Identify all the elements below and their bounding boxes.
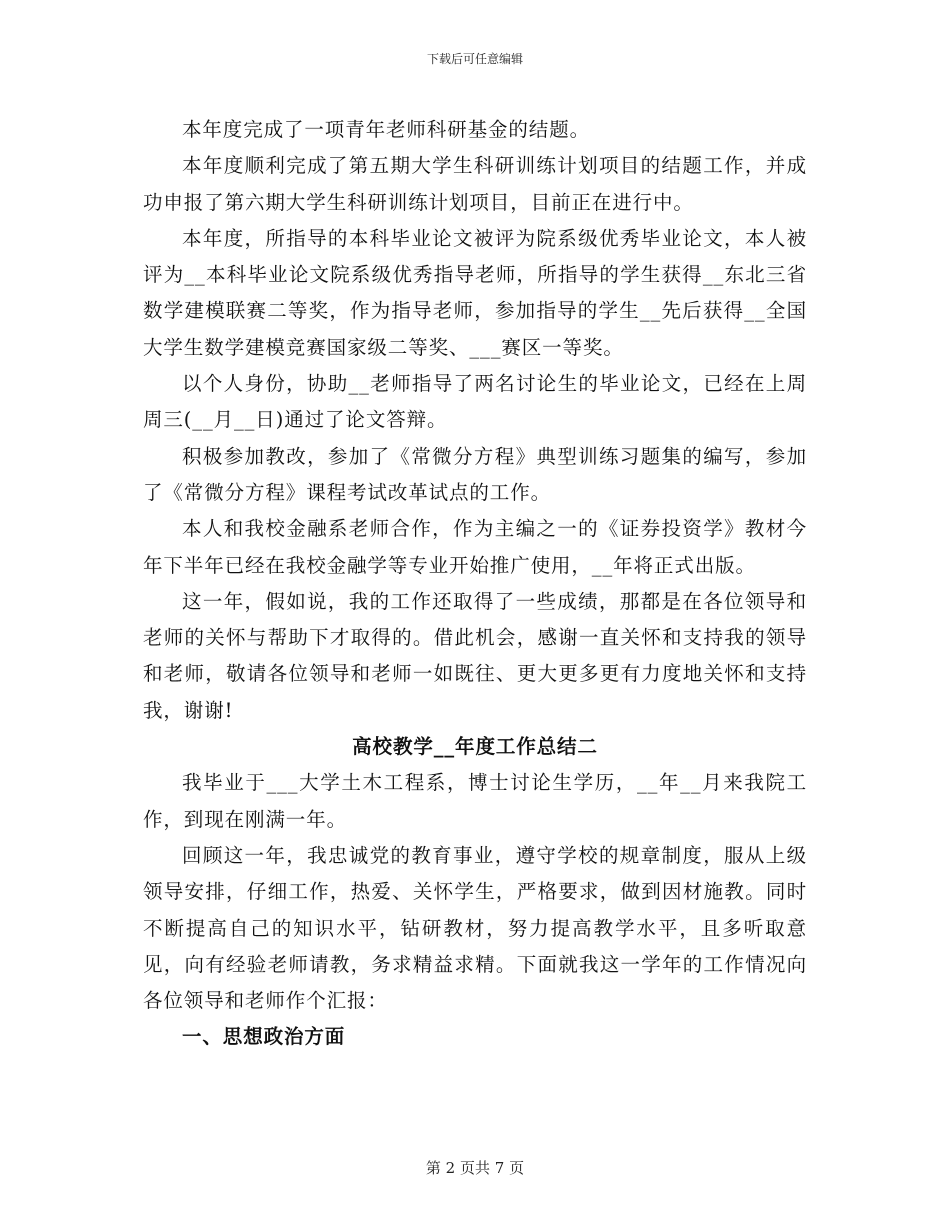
paragraph: 我毕业于___大学土木工程系，博士讨论生学历，__年__月来我院工作，到现在刚满一年。 <box>143 771 807 831</box>
section-title: 高校教学__年度工作总结二 <box>352 735 598 759</box>
page-header: 下载后可任意编辑 <box>426 52 523 66</box>
paragraph: 回顾这一年，我忠诚党的教育事业，遵守学校的规章制度，服从上级领导安排，仔细工作，热爱、关怀学生，严格要求，做到因材施教。同时不断提高自己的知识水平，钻研教材，努力提高教学水平，且多听取意见，向有经验老师请教，务求精益求精。下面就我这一学年的工作情况向各位领导和老师作个汇报： <box>143 843 807 1013</box>
paragraph: 本年度顺利完成了第五期大学生科研训练计划项目的结题工作，并成功申报了第六期大学生科研训练计划项目，目前正在进行中。 <box>143 154 807 214</box>
paragraph: 本年度完成了一项青年老师科研基金的结题。 <box>182 118 591 141</box>
paragraph: 本年度，所指导的本科毕业论文被评为院系级优秀毕业论文，本人被评为__本科毕业论文院系级优秀指导老师，所指导的学生获得__东北三省数学建模联赛二等奖，作为指导老师，参加指导的学生__先后获得__全国大学生数学建模竞赛国家级二等奖、___赛区一等奖。 <box>143 226 807 359</box>
paragraph: 这一年，假如说，我的工作还取得了一些成绩，那都是在各位领导和老师的关怀与帮助下才取得的。借此机会，感谢一直关怀和支持我的领导和老师，敬请各位领导和老师一如既往、更大更多更有力度地关怀和支持我，谢谢! <box>143 589 807 722</box>
paragraph: 积极参加教改，参加了《常微分方程》典型训练习题集的编写，参加了《常微分方程》课程考试改革试点的工作。 <box>143 444 807 504</box>
page-number: 第 2 页共 7 页 <box>425 1159 525 1177</box>
paragraph: 本人和我校金融系老师合作，作为主编之一的《证券投资学》教材今年下半年已经在我校金融学等专业开始推广使用，__年将正式出版。 <box>143 517 807 577</box>
sub-heading: 一、思想政治方面 <box>182 1025 346 1049</box>
document-body <box>143 112 807 1056</box>
paragraph: 以个人身份，协助__老师指导了两名讨论生的毕业论文，已经在上周周三(__月__日)通过了论文答辩。 <box>143 372 807 432</box>
